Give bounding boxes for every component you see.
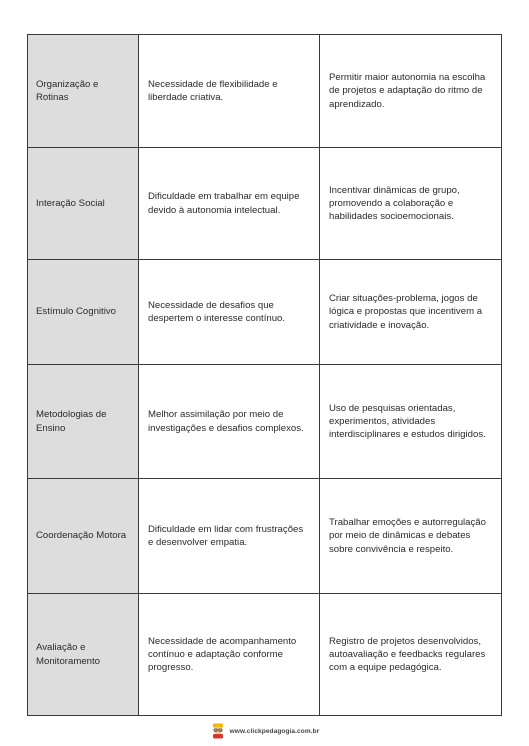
row-strategy: Incentivar dinâmicas de grupo, promovendo a colaboração e habilidades socioemocionais.: [320, 148, 502, 260]
footer-url[interactable]: www.clickpedagogia.com.br: [229, 727, 320, 735]
row-challenge: Dificuldade em lidar com frustrações e desenvolver empatia.: [139, 479, 320, 594]
row-strategy: Uso de pesquisas orientadas, experimentos, atividades interdisciplinares e estudos dirigidos.: [320, 365, 502, 479]
row-strategy: Permitir maior autonomia na escolha de projetos e adaptação do ritmo de aprendizado.: [320, 35, 502, 148]
row-challenge: Necessidade de flexibilidade e liberdade criativa.: [139, 35, 320, 148]
row-challenge: Necessidade de acompanhamento contínuo e adaptação conforme progresso.: [139, 594, 320, 716]
table-row: [28, 260, 502, 365]
row-challenge: Dificuldade em trabalhar em equipe devido à autonomia intelectual.: [139, 148, 320, 260]
row-category: Organização e Rotinas: [28, 35, 139, 148]
row-challenge: Necessidade de desafios que despertem o interesse contínuo.: [139, 260, 320, 365]
row-category: Estímulo Cognitivo: [28, 260, 139, 365]
table-row: [28, 365, 502, 479]
row-strategy: Trabalhar emoções e autorregulação por meio de dinâmicas e debates sobre convivência e respeito.: [320, 479, 502, 594]
row-category: Interação Social: [28, 148, 139, 260]
table-row: [28, 35, 502, 148]
row-category: Coordenação Motora: [28, 479, 139, 594]
footer: [0, 722, 529, 740]
row-category: Metodologias de Ensino: [28, 365, 139, 479]
row-category: Avaliação e Monitoramento: [28, 594, 139, 716]
row-strategy: Criar situações-problema, jogos de lógica e propostas que incentivem a criatividade e inovação.: [320, 260, 502, 365]
row-challenge: Melhor assimilação por meio de investigações e desafios complexos.: [139, 365, 320, 479]
table-row: [28, 594, 502, 716]
clickpedagogia-mascot-icon: [210, 723, 226, 739]
row-strategy: Registro de projetos desenvolvidos, autoavaliação e feedbacks regulares com a equipe pedagógica.: [320, 594, 502, 716]
strategies-table: [27, 34, 502, 716]
table-row: [28, 148, 502, 260]
table-row: [28, 479, 502, 594]
